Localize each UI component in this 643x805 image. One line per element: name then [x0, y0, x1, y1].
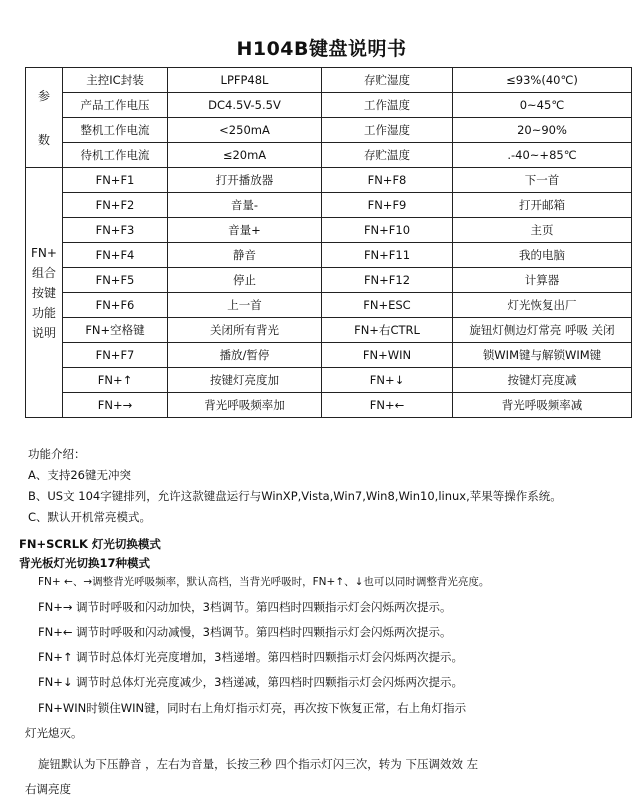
fn-side-label: FN+ 组合 按键 功能 说明 [26, 168, 63, 418]
fn-cell: 灯光恢复出厂 [453, 293, 632, 318]
spec-cell: 存贮湿度 [322, 68, 453, 93]
fn-row [26, 268, 632, 293]
paragraph: 灯光熄灭。 [25, 726, 83, 740]
mode-subheading: 背光板灯光切换17种模式 [19, 556, 151, 570]
spec-cell: 工作温度 [322, 93, 453, 118]
paragraph: FN+→ 调节时呼吸和闪动加快，3档调节。第四档时四颗指示灯会闪烁两次提示。 [38, 600, 452, 614]
fn-cell: FN+F3 [63, 218, 168, 243]
paragraph: FN+ ←、→调整背光呼吸频率，默认高档，当背光呼吸时，FN+↑、↓也可以同时调整背光亮度。 [38, 576, 490, 588]
spec-cell: 0~45℃ [453, 93, 632, 118]
fn-cell: 旋钮灯侧边灯常亮 呼吸 关闭 [453, 318, 632, 343]
fn-row [26, 168, 632, 193]
fn-cell: 播放/暂停 [168, 343, 322, 368]
spec-side-label: 参 数 [26, 68, 63, 168]
paragraph: 旋钮默认为下压静音 ，左右为音量，长按三秒 四个指示灯闪三次，转为 下压调效效 左 [38, 757, 479, 771]
fn-cell: FN+F10 [322, 218, 453, 243]
spec-row [26, 118, 632, 143]
spec-cell: 产品工作电压 [63, 93, 168, 118]
fn-cell: 主页 [453, 218, 632, 243]
notes-item: B、US文 104字键排列，允许这款键盘运行与WinXP,Vista,Win7,Win8,Win10,linux,苹果等操作系统。 [28, 489, 562, 503]
fn-cell: 静音 [168, 243, 322, 268]
fn-row [26, 243, 632, 268]
spec-cell: LPFP48L [168, 68, 322, 93]
fn-cell: 背光呼吸频率减 [453, 393, 632, 418]
fn-cell: FN+右CTRL [322, 318, 453, 343]
spec-cell: 待机工作电流 [63, 143, 168, 168]
notes-item: C、默认开机常亮模式。 [28, 510, 152, 524]
fn-cell: FN+空格键 [63, 318, 168, 343]
spec-cell: 20~90% [453, 118, 632, 143]
spec-cell: ≤93%(40℃) [453, 68, 632, 93]
fn-cell: 打开播放器 [168, 168, 322, 193]
fn-cell: 关闭所有背光 [168, 318, 322, 343]
spec-table [25, 67, 632, 418]
mode-section-heading [19, 535, 161, 573]
fn-row [26, 318, 632, 343]
fn-cell: 计算器 [453, 268, 632, 293]
fn-cell: FN+F8 [322, 168, 453, 193]
fn-row [26, 393, 632, 418]
mode-heading: FN+SCRLK 灯光切换模式 [19, 537, 161, 551]
paragraph: FN+↓ 调节时总体灯光亮度减少，3档递减，第四档时四颗指示灯会闪烁两次提示。 [38, 675, 463, 689]
fn-cell: 下一首 [453, 168, 632, 193]
fn-cell: 我的电脑 [453, 243, 632, 268]
fn-cell: FN+→ [63, 393, 168, 418]
fn-cell: 背光呼吸频率加 [168, 393, 322, 418]
fn-cell: FN+ESC [322, 293, 453, 318]
fn-cell: FN+F7 [63, 343, 168, 368]
fn-cell: 按键灯亮度减 [453, 368, 632, 393]
spec-cell: 存贮温度 [322, 143, 453, 168]
doc-title: H104B键盘说明书 [236, 38, 407, 60]
fn-cell: 按键灯亮度加 [168, 368, 322, 393]
spec-row [26, 68, 632, 93]
spec-cell: ≤20mA [168, 143, 322, 168]
fn-cell: FN+↑ [63, 368, 168, 393]
fn-cell: FN+WIN [322, 343, 453, 368]
fn-cell: FN+F1 [63, 168, 168, 193]
fn-cell: 上一首 [168, 293, 322, 318]
features-notes [28, 444, 562, 528]
notes-heading: 功能介绍： [28, 447, 86, 461]
spec-cell: 工作湿度 [322, 118, 453, 143]
fn-cell: FN+F11 [322, 243, 453, 268]
fn-row [26, 218, 632, 243]
paragraph: FN+WIN时锁住WIN键，同时右上角灯指示灯亮，再次按下恢复正常，右上角灯指示 [38, 701, 467, 715]
fn-row [26, 293, 632, 318]
fn-cell: 音量- [168, 193, 322, 218]
paragraph: FN+← 调节时呼吸和闪动减慢，3档调节。第四档时四颗指示灯会闪烁两次提示。 [38, 625, 452, 639]
paragraph: FN+↑ 调节时总体灯光亮度增加，3档递增。第四档时四颗指示灯会闪烁两次提示。 [38, 650, 463, 664]
fn-cell: FN+F4 [63, 243, 168, 268]
fn-cell: 停止 [168, 268, 322, 293]
spec-cell: .-40~+85℃ [453, 143, 632, 168]
spec-row [26, 93, 632, 118]
fn-cell: FN+F2 [63, 193, 168, 218]
fn-cell: FN+F5 [63, 268, 168, 293]
fn-row [26, 343, 632, 368]
fn-row [26, 368, 632, 393]
fn-cell: FN+↓ [322, 368, 453, 393]
fn-cell: 打开邮箱 [453, 193, 632, 218]
spec-cell: 整机工作电流 [63, 118, 168, 143]
fn-cell: 音量+ [168, 218, 322, 243]
fn-cell: FN+F9 [322, 193, 453, 218]
notes-item: A、支持26键无冲突 [28, 468, 131, 482]
spec-cell: <250mA [168, 118, 322, 143]
fn-cell: FN+F6 [63, 293, 168, 318]
spec-cell: DC4.5V-5.5V [168, 93, 322, 118]
fn-cell: FN+← [322, 393, 453, 418]
spec-cell: 主控IC封装 [63, 68, 168, 93]
fn-row [26, 193, 632, 218]
spec-row [26, 143, 632, 168]
fn-cell: FN+F12 [322, 268, 453, 293]
paragraph: 右调亮度 [25, 782, 71, 796]
fn-cell: 锁WIM键与解锁WIM键 [453, 343, 632, 368]
